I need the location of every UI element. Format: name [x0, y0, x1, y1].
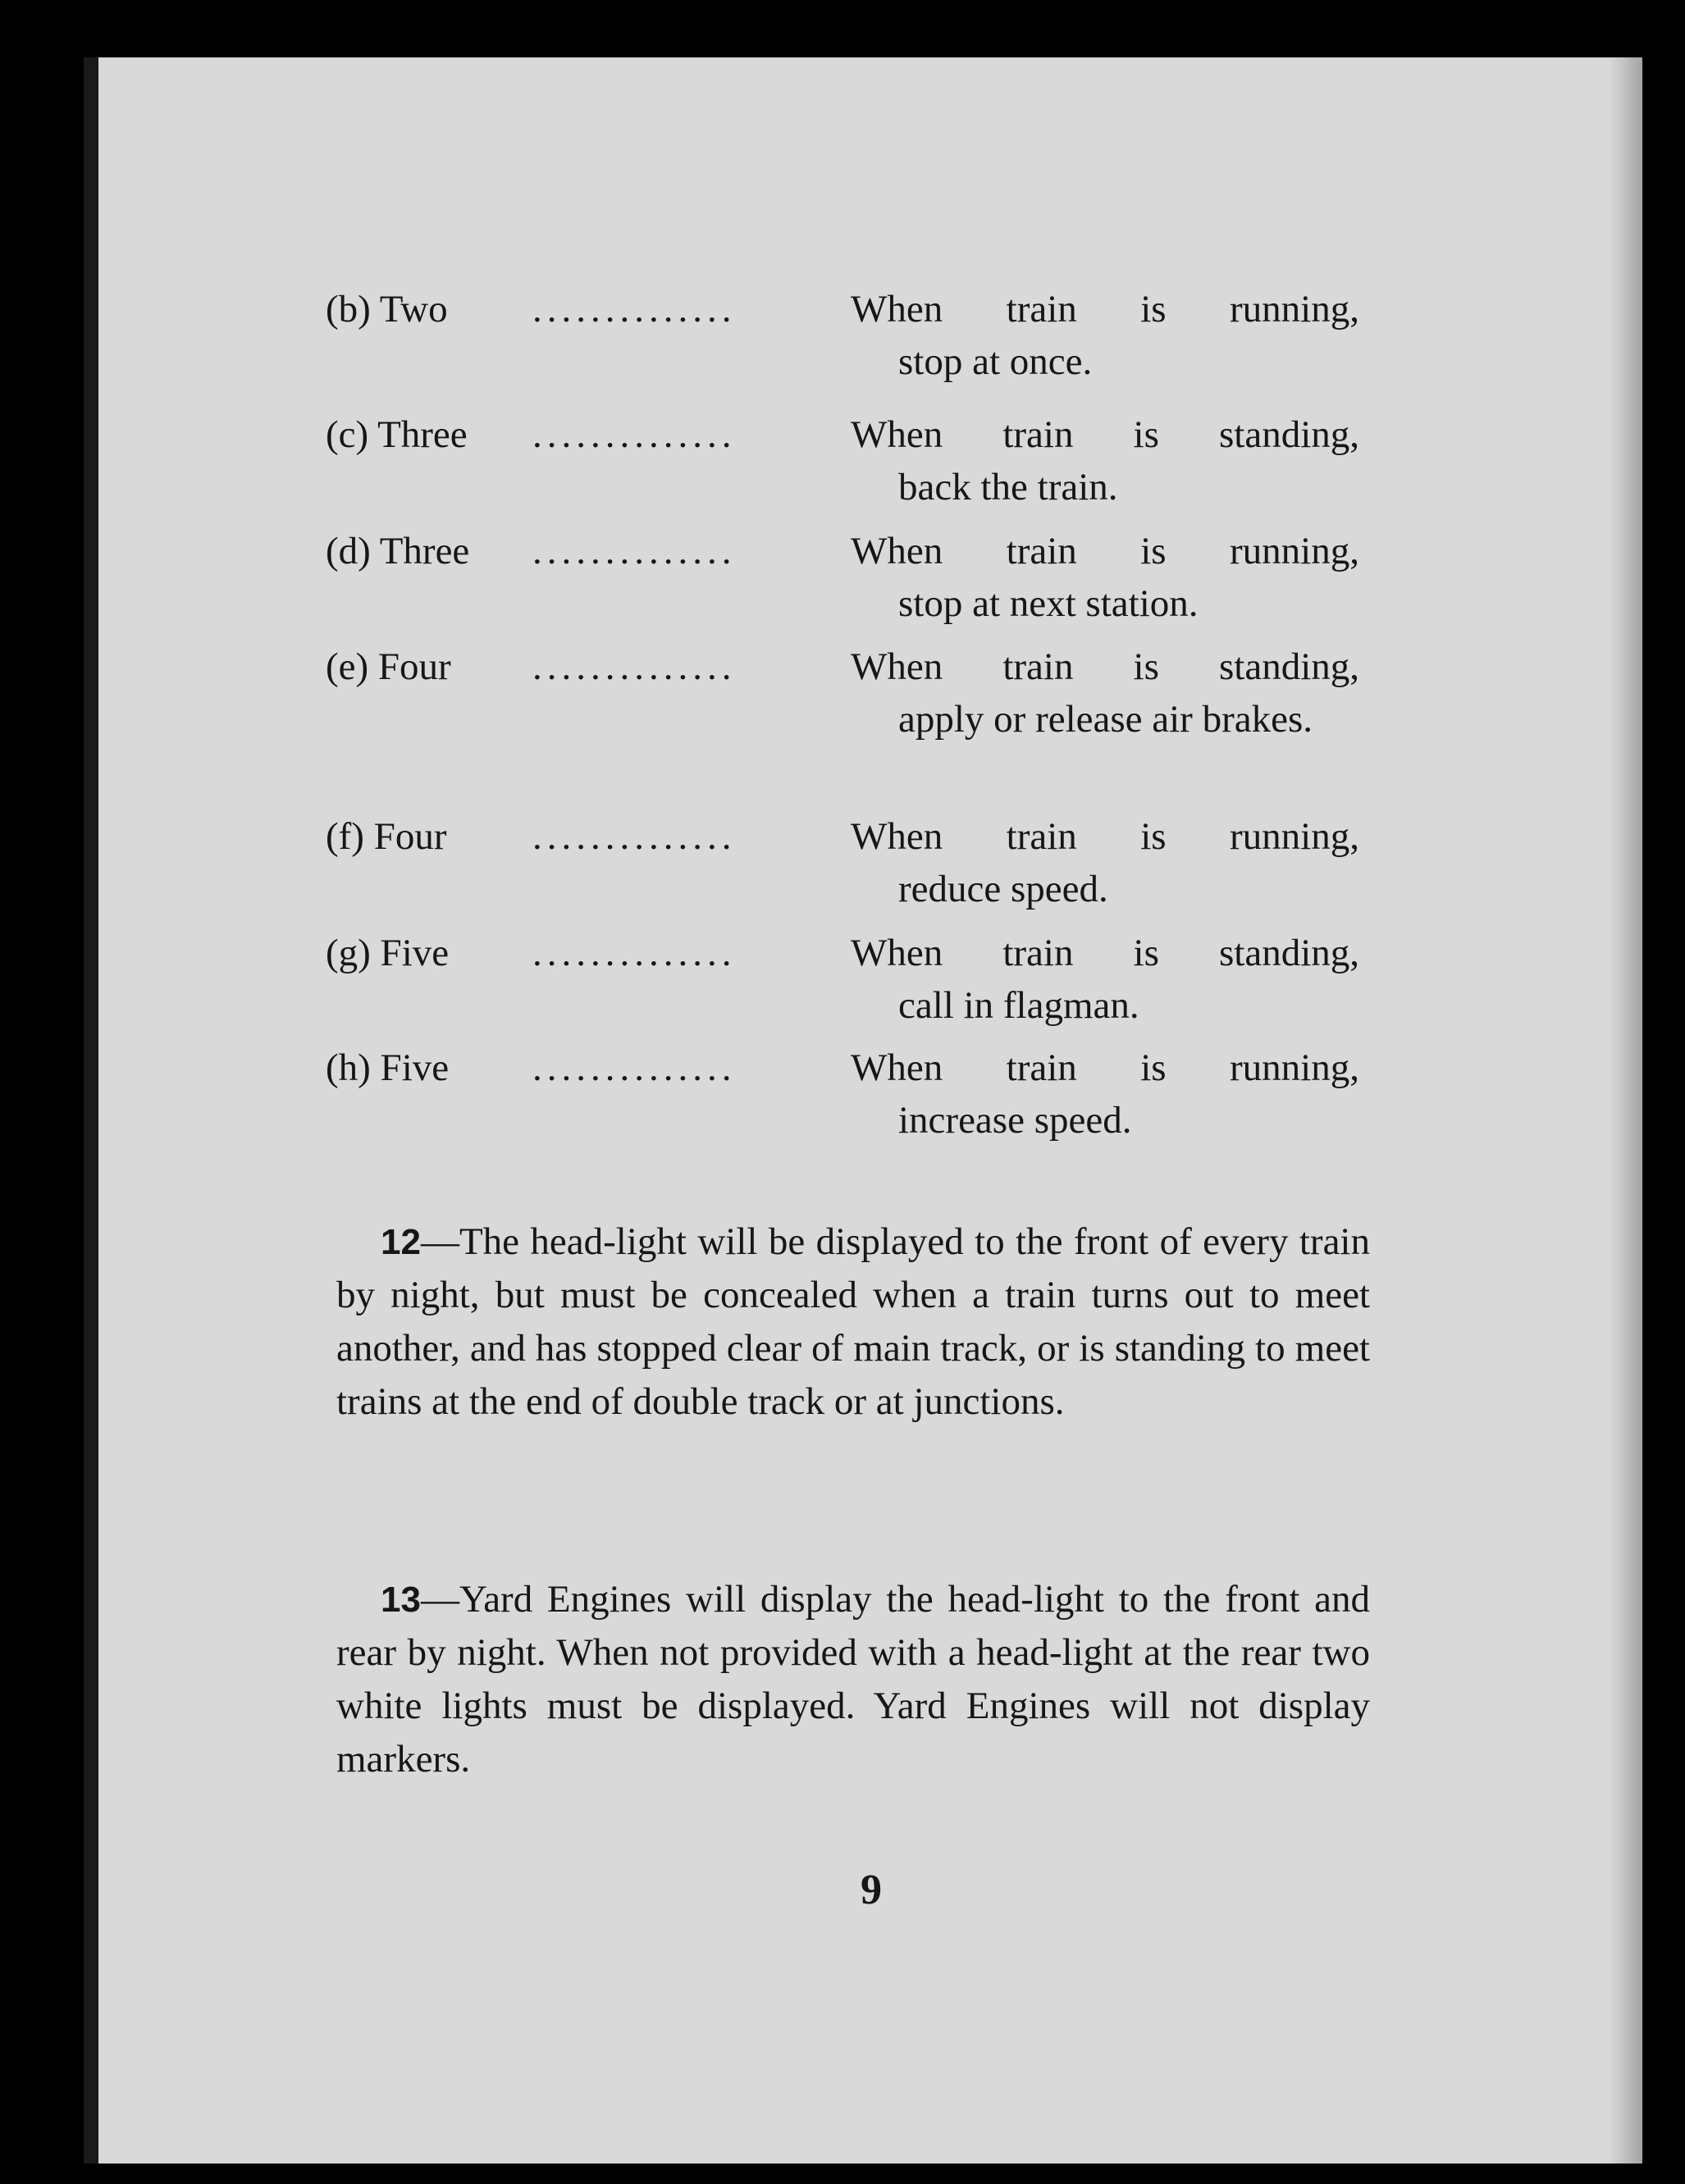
signal-meaning-continuation: stop at next station. [898, 582, 1199, 625]
signal-meaning-line: When train is standing, [851, 413, 1359, 456]
signal-meaning [851, 1042, 1359, 1147]
dot-leader: .............. [532, 1046, 737, 1089]
signal-meaning-line: When train is running, [851, 288, 1359, 331]
signal-meaning-continuation: reduce speed. [898, 868, 1108, 910]
signal-row-d [326, 525, 1441, 640]
signal-label: (b) Two [326, 288, 448, 331]
signal-meaning-line: When train is standing, [851, 932, 1359, 974]
signal-row-h [326, 1042, 1441, 1156]
page-right-shadow [1610, 57, 1642, 2163]
signal-meaning-continuation: increase speed. [898, 1099, 1132, 1142]
dot-leader: .............. [532, 932, 737, 974]
signal-label: (d) Three [326, 530, 470, 572]
signal-label: (g) Five [326, 932, 450, 974]
signal-meaning [851, 408, 1359, 513]
signal-meaning-continuation: call in flagman. [898, 984, 1139, 1027]
rule-12-paragraph [336, 1215, 1370, 1429]
signal-label: (h) Five [326, 1046, 450, 1089]
dot-leader: .............. [532, 815, 737, 858]
signal-row-g [326, 927, 1441, 1042]
signal-meaning-continuation: back the train. [898, 466, 1118, 508]
signal-row-c [326, 408, 1441, 523]
signal-label: (c) Three [326, 413, 468, 456]
signal-meaning-continuation: stop at once. [898, 340, 1093, 383]
dot-leader: .............. [532, 645, 737, 688]
rule-13-paragraph [336, 1573, 1370, 1786]
signal-row-e [326, 641, 1441, 813]
signal-meaning [851, 641, 1359, 745]
rule-text: —Yard Engines will display the head-light to the front and rear by night. When not provided with a head-light at the rear two white lights must be displayed. Yard Engines will not display markers. [336, 1578, 1370, 1780]
book-page [84, 57, 1642, 2163]
page-number: 9 [861, 1867, 882, 1913]
dot-leader: .............. [532, 530, 737, 572]
signal-meaning-line: When train is running, [851, 815, 1359, 858]
page-binding-edge [84, 57, 98, 2163]
signal-row-f [326, 810, 1441, 925]
signal-meaning [851, 810, 1359, 915]
signal-row-b [326, 283, 1441, 398]
signal-label: (e) Four [326, 645, 451, 688]
signal-meaning [851, 927, 1359, 1032]
rule-number: 13 [381, 1580, 421, 1620]
signal-label: (f) Four [326, 815, 447, 858]
signal-meaning-line: When train is running, [851, 1046, 1359, 1089]
signal-meaning-continuation: apply or release air brakes. [898, 698, 1313, 741]
signal-meaning-line: When train is standing, [851, 645, 1359, 688]
rule-text: —The head-light will be displayed to the front of every train by night, but must be concealed when a train turns out to meet another, and has stopped clear of main track, or is standing to meet trains at the end of double track or at junctions. [336, 1220, 1370, 1423]
dot-leader: .............. [532, 413, 737, 456]
signal-meaning [851, 525, 1359, 630]
signal-meaning [851, 283, 1359, 388]
signal-meaning-line: When train is running, [851, 530, 1359, 572]
dot-leader: .............. [532, 288, 737, 331]
rule-number: 12 [381, 1222, 421, 1262]
